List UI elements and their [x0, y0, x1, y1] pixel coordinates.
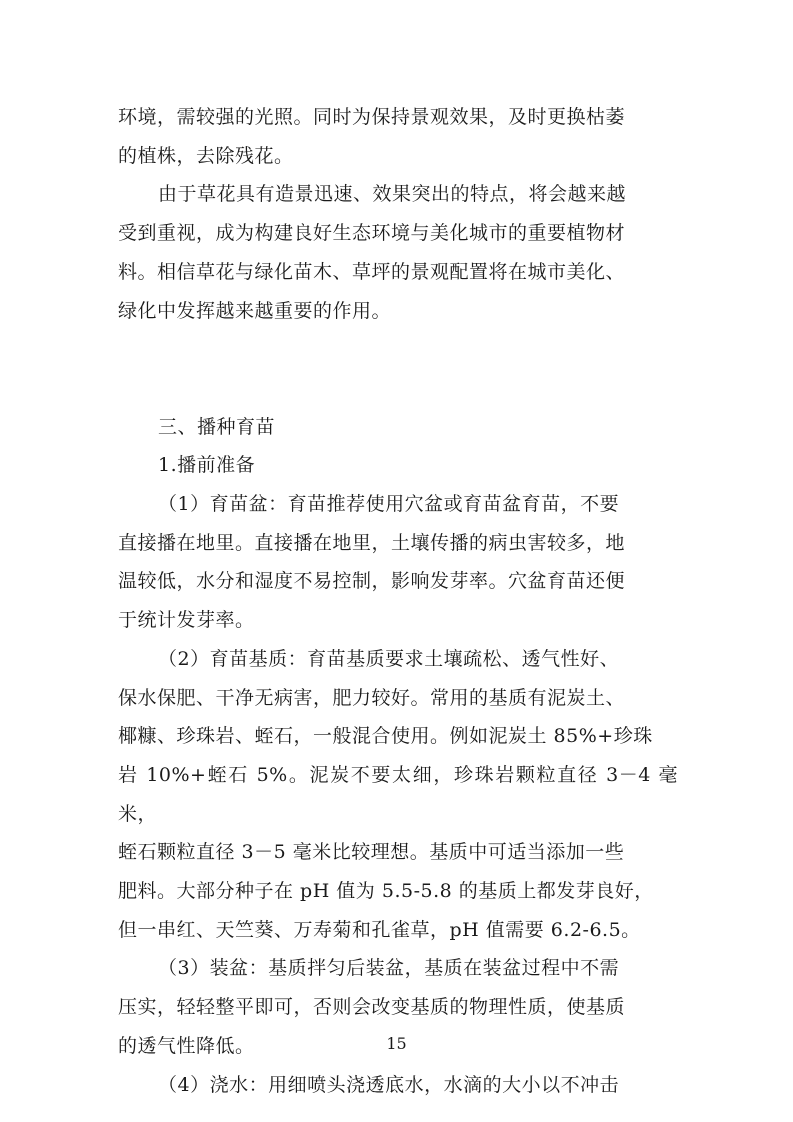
- paragraph-continued: 环境，需较强的光照。同时为保持景观效果，及时更换枯萎 的植株，去除残花。: [118, 106, 626, 167]
- subsection-heading: 1.播前准备: [158, 454, 256, 477]
- item-seedling-pot: （1）育苗盆：育苗推荐使用穴盆或育苗盆育苗，不要 直接播在地里。直接播在地里，土壤传播的病虫害较多，地 温较低，水分和湿度不易控制，影响发芽率。穴盆育苗还便 于统计发芽率。: [118, 493, 626, 632]
- item-potting: （3）装盆：基质拌匀后装盆，基质在装盆过程中不需 压实，轻轻整平即可，否则会改变基质的物理性质，使基质 的透气性降低。: [118, 957, 626, 1057]
- item-watering: （4）浇水：用细喷头浇透底水，水滴的大小以不冲击: [158, 1073, 620, 1096]
- page-number: 15: [386, 1034, 407, 1053]
- paragraph-spacer: [118, 330, 678, 369]
- body-text: [118, 98, 678, 1104]
- item-seedling-substrate: （2）育苗基质：育苗基质要求土壤疏松、透气性好、 保水保肥、干净无病害，肥力较好。常用的基质有泥炭土、 椰糠、珍珠岩、蛭石，一般混合使用。例如泥炭土 85%+珍珠 岩 10%+蛭石 5%。泥炭不要太细，珍珠岩颗粒直径 3－4 毫米， 蛭石颗粒直径 3－5 毫米比较理想。基质中可适当添加一些 肥料。大部分种子在 pH 值为 5.5-5.8 的基质上都发芽良好， 但一串红、天竺葵、万寿菊和孔雀草，pH 值需要 6.2-6.5。: [118, 647, 678, 941]
- paragraph-spacer: [118, 369, 678, 408]
- section-heading: 三、播种育苗: [158, 415, 276, 438]
- paragraph-grass-flowers: 由于草花具有造景迅速、效果突出的特点，将会越来越 受到重视，成为构建良好生态环境与美化城市的重要植物材 料。相信草花与绿化苗木、草坪的景观配置将在城市美化、 绿化中发挥越来越重要的作用。: [118, 183, 627, 322]
